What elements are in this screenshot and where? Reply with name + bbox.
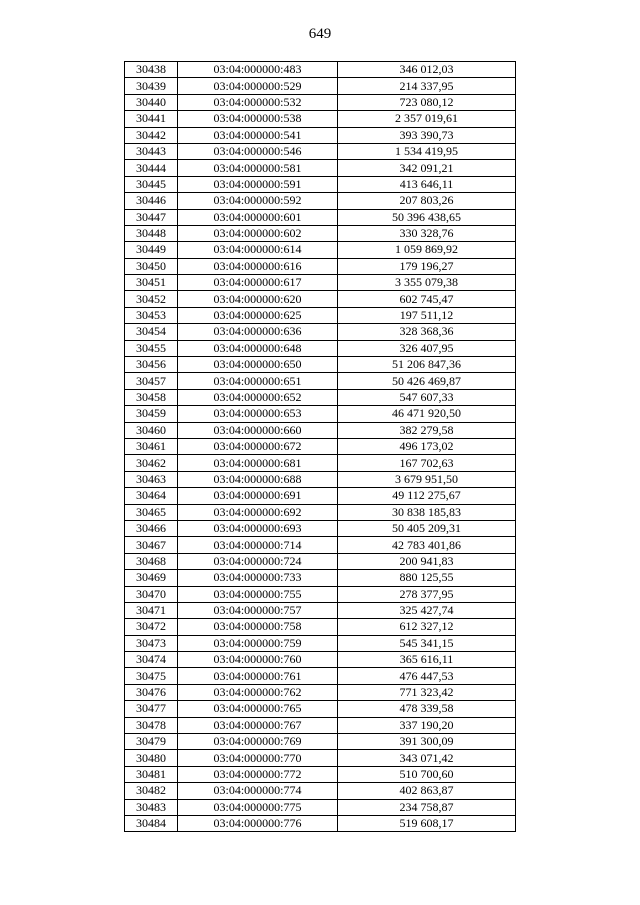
cadastral-number-cell: 03:04:000000:592 bbox=[178, 193, 338, 209]
cadastral-number-cell: 03:04:000000:538 bbox=[178, 111, 338, 127]
row-number-cell: 30483 bbox=[125, 799, 178, 815]
cadastral-number-cell: 03:04:000000:650 bbox=[178, 357, 338, 373]
row-number-cell: 30438 bbox=[125, 62, 178, 78]
amount-cell: 3 355 079,38 bbox=[338, 275, 516, 291]
table-row bbox=[125, 357, 516, 373]
table-row bbox=[125, 553, 516, 569]
amount-cell: 3 679 951,50 bbox=[338, 471, 516, 487]
table-row bbox=[125, 471, 516, 487]
cadastral-number-cell: 03:04:000000:761 bbox=[178, 668, 338, 684]
cadastral-number-cell: 03:04:000000:602 bbox=[178, 225, 338, 241]
amount-cell: 402 863,87 bbox=[338, 783, 516, 799]
cadastral-number-cell: 03:04:000000:765 bbox=[178, 701, 338, 717]
amount-cell: 880 125,55 bbox=[338, 570, 516, 586]
amount-cell: 2 357 019,61 bbox=[338, 111, 516, 127]
row-number-cell: 30464 bbox=[125, 488, 178, 504]
amount-cell: 365 616,11 bbox=[338, 652, 516, 668]
amount-cell: 476 447,53 bbox=[338, 668, 516, 684]
amount-cell: 478 339,58 bbox=[338, 701, 516, 717]
table-row bbox=[125, 488, 516, 504]
row-number-cell: 30472 bbox=[125, 619, 178, 635]
row-number-cell: 30484 bbox=[125, 815, 178, 831]
cadastral-number-cell: 03:04:000000:759 bbox=[178, 635, 338, 651]
cadastral-number-cell: 03:04:000000:601 bbox=[178, 209, 338, 225]
amount-cell: 325 427,74 bbox=[338, 602, 516, 618]
amount-cell: 547 607,33 bbox=[338, 389, 516, 405]
row-number-cell: 30452 bbox=[125, 291, 178, 307]
row-number-cell: 30445 bbox=[125, 176, 178, 192]
table-row bbox=[125, 750, 516, 766]
amount-cell: 723 080,12 bbox=[338, 94, 516, 110]
table-row bbox=[125, 701, 516, 717]
row-number-cell: 30447 bbox=[125, 209, 178, 225]
row-number-cell: 30482 bbox=[125, 783, 178, 799]
cadastral-number-cell: 03:04:000000:652 bbox=[178, 389, 338, 405]
table-row bbox=[125, 209, 516, 225]
table-row bbox=[125, 389, 516, 405]
table-row bbox=[125, 176, 516, 192]
table-row bbox=[125, 307, 516, 323]
cadastral-number-cell: 03:04:000000:714 bbox=[178, 537, 338, 553]
row-number-cell: 30456 bbox=[125, 357, 178, 373]
cadastral-number-cell: 03:04:000000:758 bbox=[178, 619, 338, 635]
cadastral-number-cell: 03:04:000000:692 bbox=[178, 504, 338, 520]
row-number-cell: 30461 bbox=[125, 438, 178, 454]
amount-cell: 42 783 401,86 bbox=[338, 537, 516, 553]
table-row bbox=[125, 537, 516, 553]
table-row bbox=[125, 78, 516, 94]
cadastral-number-cell: 03:04:000000:625 bbox=[178, 307, 338, 323]
amount-cell: 393 390,73 bbox=[338, 127, 516, 143]
row-number-cell: 30439 bbox=[125, 78, 178, 94]
row-number-cell: 30457 bbox=[125, 373, 178, 389]
amount-cell: 51 206 847,36 bbox=[338, 357, 516, 373]
table-row bbox=[125, 570, 516, 586]
amount-cell: 1 059 869,92 bbox=[338, 242, 516, 258]
row-number-cell: 30470 bbox=[125, 586, 178, 602]
cadastral-number-cell: 03:04:000000:660 bbox=[178, 422, 338, 438]
row-number-cell: 30459 bbox=[125, 406, 178, 422]
amount-cell: 496 173,02 bbox=[338, 438, 516, 454]
cadastral-number-cell: 03:04:000000:546 bbox=[178, 143, 338, 159]
cadastral-number-cell: 03:04:000000:757 bbox=[178, 602, 338, 618]
amount-cell: 337 190,20 bbox=[338, 717, 516, 733]
row-number-cell: 30473 bbox=[125, 635, 178, 651]
amount-cell: 50 396 438,65 bbox=[338, 209, 516, 225]
table-row bbox=[125, 225, 516, 241]
table-row bbox=[125, 520, 516, 536]
row-number-cell: 30441 bbox=[125, 111, 178, 127]
table-row bbox=[125, 766, 516, 782]
table-row bbox=[125, 717, 516, 733]
amount-cell: 50 405 209,31 bbox=[338, 520, 516, 536]
amount-cell: 46 471 920,50 bbox=[338, 406, 516, 422]
table-row bbox=[125, 143, 516, 159]
cadastral-number-cell: 03:04:000000:616 bbox=[178, 258, 338, 274]
row-number-cell: 30474 bbox=[125, 652, 178, 668]
row-number-cell: 30455 bbox=[125, 340, 178, 356]
table-row bbox=[125, 422, 516, 438]
table-row bbox=[125, 455, 516, 471]
cadastral-number-cell: 03:04:000000:769 bbox=[178, 734, 338, 750]
table-row bbox=[125, 668, 516, 684]
cadastral-number-cell: 03:04:000000:762 bbox=[178, 684, 338, 700]
cadastral-number-cell: 03:04:000000:529 bbox=[178, 78, 338, 94]
amount-cell: 197 511,12 bbox=[338, 307, 516, 323]
row-number-cell: 30478 bbox=[125, 717, 178, 733]
table-row bbox=[125, 406, 516, 422]
cadastral-number-cell: 03:04:000000:774 bbox=[178, 783, 338, 799]
amount-cell: 343 071,42 bbox=[338, 750, 516, 766]
row-number-cell: 30454 bbox=[125, 324, 178, 340]
table-row bbox=[125, 684, 516, 700]
amount-cell: 602 745,47 bbox=[338, 291, 516, 307]
cadastral-number-cell: 03:04:000000:672 bbox=[178, 438, 338, 454]
registry-table bbox=[124, 61, 516, 832]
row-number-cell: 30450 bbox=[125, 258, 178, 274]
cadastral-number-cell: 03:04:000000:691 bbox=[178, 488, 338, 504]
table-row bbox=[125, 652, 516, 668]
amount-cell: 330 328,76 bbox=[338, 225, 516, 241]
table-row bbox=[125, 734, 516, 750]
table-row bbox=[125, 193, 516, 209]
amount-cell: 382 279,58 bbox=[338, 422, 516, 438]
row-number-cell: 30465 bbox=[125, 504, 178, 520]
row-number-cell: 30458 bbox=[125, 389, 178, 405]
cadastral-number-cell: 03:04:000000:772 bbox=[178, 766, 338, 782]
amount-cell: 278 377,95 bbox=[338, 586, 516, 602]
row-number-cell: 30467 bbox=[125, 537, 178, 553]
row-number-cell: 30453 bbox=[125, 307, 178, 323]
table-row bbox=[125, 291, 516, 307]
amount-cell: 328 368,36 bbox=[338, 324, 516, 340]
cadastral-number-cell: 03:04:000000:767 bbox=[178, 717, 338, 733]
cadastral-number-cell: 03:04:000000:733 bbox=[178, 570, 338, 586]
amount-cell: 771 323,42 bbox=[338, 684, 516, 700]
cadastral-number-cell: 03:04:000000:614 bbox=[178, 242, 338, 258]
table-row bbox=[125, 258, 516, 274]
cadastral-number-cell: 03:04:000000:617 bbox=[178, 275, 338, 291]
row-number-cell: 30449 bbox=[125, 242, 178, 258]
cadastral-number-cell: 03:04:000000:653 bbox=[178, 406, 338, 422]
amount-cell: 200 941,83 bbox=[338, 553, 516, 569]
cadastral-number-cell: 03:04:000000:681 bbox=[178, 455, 338, 471]
row-number-cell: 30479 bbox=[125, 734, 178, 750]
row-number-cell: 30466 bbox=[125, 520, 178, 536]
amount-cell: 326 407,95 bbox=[338, 340, 516, 356]
cadastral-number-cell: 03:04:000000:770 bbox=[178, 750, 338, 766]
row-number-cell: 30446 bbox=[125, 193, 178, 209]
table-row bbox=[125, 438, 516, 454]
row-number-cell: 30471 bbox=[125, 602, 178, 618]
table-row bbox=[125, 324, 516, 340]
row-number-cell: 30451 bbox=[125, 275, 178, 291]
amount-cell: 49 112 275,67 bbox=[338, 488, 516, 504]
table-row bbox=[125, 62, 516, 78]
row-number-cell: 30440 bbox=[125, 94, 178, 110]
table-row bbox=[125, 619, 516, 635]
cadastral-number-cell: 03:04:000000:760 bbox=[178, 652, 338, 668]
row-number-cell: 30481 bbox=[125, 766, 178, 782]
amount-cell: 207 803,26 bbox=[338, 193, 516, 209]
row-number-cell: 30442 bbox=[125, 127, 178, 143]
amount-cell: 545 341,15 bbox=[338, 635, 516, 651]
amount-cell: 519 608,17 bbox=[338, 815, 516, 831]
table-row bbox=[125, 275, 516, 291]
row-number-cell: 30468 bbox=[125, 553, 178, 569]
amount-cell: 234 758,87 bbox=[338, 799, 516, 815]
amount-cell: 167 702,63 bbox=[338, 455, 516, 471]
cadastral-number-cell: 03:04:000000:483 bbox=[178, 62, 338, 78]
cadastral-number-cell: 03:04:000000:693 bbox=[178, 520, 338, 536]
table-row bbox=[125, 504, 516, 520]
table-row bbox=[125, 242, 516, 258]
amount-cell: 214 337,95 bbox=[338, 78, 516, 94]
amount-cell: 391 300,09 bbox=[338, 734, 516, 750]
row-number-cell: 30477 bbox=[125, 701, 178, 717]
cadastral-number-cell: 03:04:000000:532 bbox=[178, 94, 338, 110]
amount-cell: 346 012,03 bbox=[338, 62, 516, 78]
table-row bbox=[125, 111, 516, 127]
cadastral-number-cell: 03:04:000000:648 bbox=[178, 340, 338, 356]
row-number-cell: 30476 bbox=[125, 684, 178, 700]
cadastral-number-cell: 03:04:000000:755 bbox=[178, 586, 338, 602]
cadastral-number-cell: 03:04:000000:776 bbox=[178, 815, 338, 831]
cadastral-number-cell: 03:04:000000:541 bbox=[178, 127, 338, 143]
table-row bbox=[125, 373, 516, 389]
row-number-cell: 30475 bbox=[125, 668, 178, 684]
cadastral-number-cell: 03:04:000000:636 bbox=[178, 324, 338, 340]
row-number-cell: 30463 bbox=[125, 471, 178, 487]
row-number-cell: 30480 bbox=[125, 750, 178, 766]
registry-table-body bbox=[125, 62, 516, 832]
amount-cell: 612 327,12 bbox=[338, 619, 516, 635]
table-row bbox=[125, 94, 516, 110]
row-number-cell: 30462 bbox=[125, 455, 178, 471]
table-row bbox=[125, 783, 516, 799]
table-row bbox=[125, 799, 516, 815]
table-row bbox=[125, 160, 516, 176]
amount-cell: 413 646,11 bbox=[338, 176, 516, 192]
row-number-cell: 30444 bbox=[125, 160, 178, 176]
row-number-cell: 30469 bbox=[125, 570, 178, 586]
cadastral-number-cell: 03:04:000000:775 bbox=[178, 799, 338, 815]
table-row bbox=[125, 586, 516, 602]
cadastral-number-cell: 03:04:000000:620 bbox=[178, 291, 338, 307]
table-row bbox=[125, 815, 516, 831]
cadastral-number-cell: 03:04:000000:688 bbox=[178, 471, 338, 487]
row-number-cell: 30448 bbox=[125, 225, 178, 241]
row-number-cell: 30460 bbox=[125, 422, 178, 438]
table-row bbox=[125, 340, 516, 356]
row-number-cell: 30443 bbox=[125, 143, 178, 159]
table-row bbox=[125, 635, 516, 651]
amount-cell: 342 091,21 bbox=[338, 160, 516, 176]
amount-cell: 1 534 419,95 bbox=[338, 143, 516, 159]
page-number: 649 bbox=[308, 26, 332, 42]
cadastral-number-cell: 03:04:000000:581 bbox=[178, 160, 338, 176]
amount-cell: 30 838 185,83 bbox=[338, 504, 516, 520]
amount-cell: 510 700,60 bbox=[338, 766, 516, 782]
table-row bbox=[125, 127, 516, 143]
amount-cell: 179 196,27 bbox=[338, 258, 516, 274]
cadastral-number-cell: 03:04:000000:724 bbox=[178, 553, 338, 569]
cadastral-number-cell: 03:04:000000:591 bbox=[178, 176, 338, 192]
amount-cell: 50 426 469,87 bbox=[338, 373, 516, 389]
cadastral-number-cell: 03:04:000000:651 bbox=[178, 373, 338, 389]
table-row bbox=[125, 602, 516, 618]
